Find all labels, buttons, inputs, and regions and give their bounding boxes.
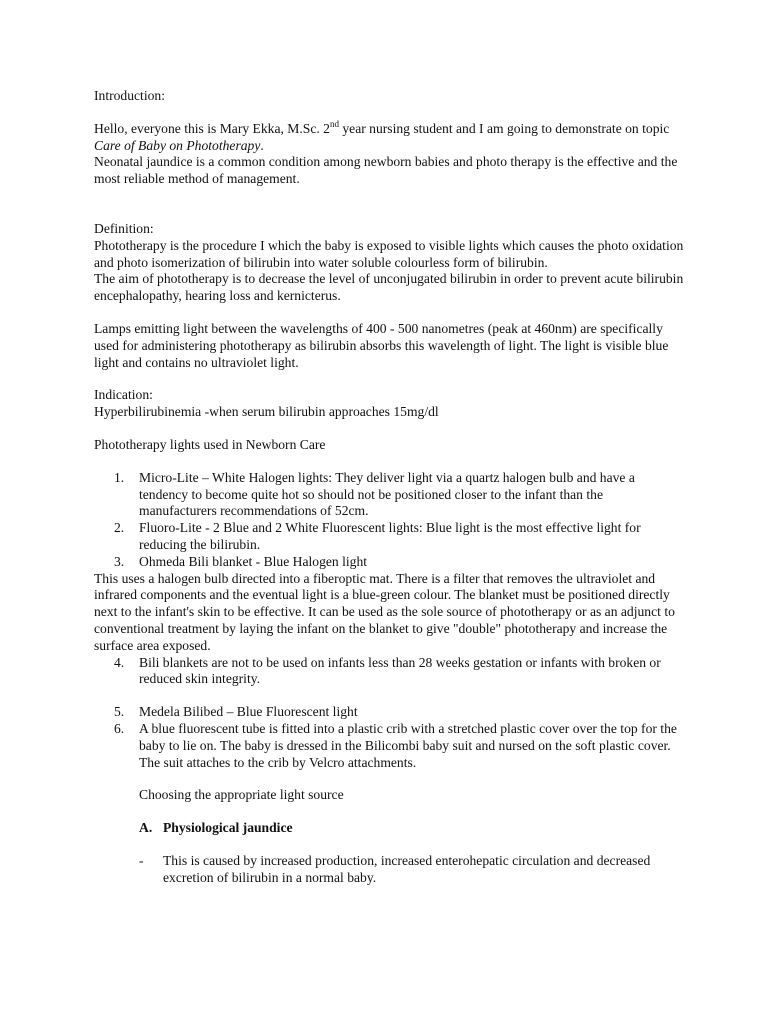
- greeting-text: Hello, everyone this is Mary Ekka, M.Sc. 2: [94, 120, 330, 136]
- document-body: [94, 88, 684, 886]
- intro-greeting: [94, 118, 684, 155]
- indication-text: Hyperbilirubinemia -when serum bilirubin approaches 15mg/dl: [94, 404, 439, 420]
- list-item-text: Fluoro-Lite - 2 Blue and 2 White Fluorescent lights: Blue light is the most effective light for reducing the bilirubin.: [139, 520, 641, 552]
- list-item: [94, 721, 684, 771]
- lights-heading: Phototherapy lights used in Newborn Care: [94, 436, 326, 452]
- list-item: [94, 655, 684, 689]
- list-item-text: Ohmeda Bili blanket - Blue Halogen light: [139, 553, 368, 569]
- section-a-heading: [94, 820, 684, 837]
- dash-item-text: This is caused by increased production, increased enterohepatic circulation and decreased excretion of bilirubin in a normal baby.: [163, 852, 651, 885]
- ordinal-suffix: nd: [329, 118, 339, 129]
- definition-paragraph: Phototherapy is the procedure I which the baby is exposed to visible lights which causes the photo oxidation and photo isomerization of bilirubin into water soluble colourless form of bilirubin.: [94, 237, 684, 270]
- dash-bullet: -: [139, 852, 144, 868]
- definition-heading: Definition:: [94, 220, 154, 236]
- list-item: [94, 470, 684, 520]
- choosing-heading: Choosing the appropriate light source: [139, 787, 344, 803]
- lamps-paragraph: Lamps emitting light between the wavelengths of 400 - 500 nanometres (peak at 460nm) are specifically used for administering phototherapy as bilirubin absorbs this wavelength of light. The light is visible blue light and contains no ultraviolet light.: [94, 320, 669, 370]
- list-item-text: Micro-Lite – White Halogen lights: They deliver light via a quartz halogen bulb and have a tendency to become quite hot so should not be positioned closer to the infant than the manufacturers recommendations of 52cm.: [139, 469, 635, 519]
- list-number: 5.: [114, 704, 125, 720]
- topic-end: .: [260, 137, 264, 153]
- section-label: A.: [139, 820, 153, 836]
- section-title: Physiological jaundice: [163, 820, 293, 836]
- list-number: 2.: [114, 520, 125, 536]
- list-item-text: Medela Bilibed – Blue Fluorescent light: [139, 704, 358, 720]
- list-number: 3.: [114, 553, 125, 569]
- topic-title: Care of Baby on Phototherapy: [94, 137, 261, 153]
- list-item: [94, 704, 684, 721]
- list-number: 1.: [114, 469, 125, 485]
- greeting-text-cont: year nursing student and I am going to demonstrate on topic: [338, 120, 670, 136]
- dash-list-item: [94, 853, 684, 887]
- list-item: [94, 520, 684, 554]
- indication-heading: Indication:: [94, 387, 153, 403]
- list-number: 4.: [114, 654, 125, 670]
- aim-paragraph: The aim of phototherapy is to decrease the level of unconjugated bilirubin in order to prevent acute bilirubin encephalopathy, hearing loss and kernicterus.: [94, 271, 684, 304]
- list-number: 6.: [114, 720, 125, 736]
- intro-heading: Introduction:: [94, 88, 165, 103]
- list-item-text: A blue fluorescent tube is fitted into a plastic crib with a stretched plastic cover over the top for the baby to lie on. The baby is dressed in the Bilicombi baby suit and nursed on the soft plastic cover. The suit attaches to the crib by Velcro attachments.: [139, 720, 677, 770]
- list-item: [94, 554, 684, 571]
- bili-blanket-description: This uses a halogen bulb directed into a fiberoptic mat. There is a filter that removes the ultraviolet and infrared components and the eventual light is a blue-green colour. The blanket must be positioned directly next to the infant's skin to be effective. It can be used as the sole source of phototherapy or as an adjunct to conventional treatment by laying the infant on the blanket to give "double" phototherapy and increase the surface area exposed.: [94, 570, 675, 653]
- list-item-text: Bili blankets are not to be used on infants less than 28 weeks gestation or infants with broken or reduced skin integrity.: [139, 654, 661, 687]
- intro-paragraph: Neonatal jaundice is a common condition among newborn babies and photo therapy is the effective and the most reliable method of management.: [94, 154, 678, 187]
